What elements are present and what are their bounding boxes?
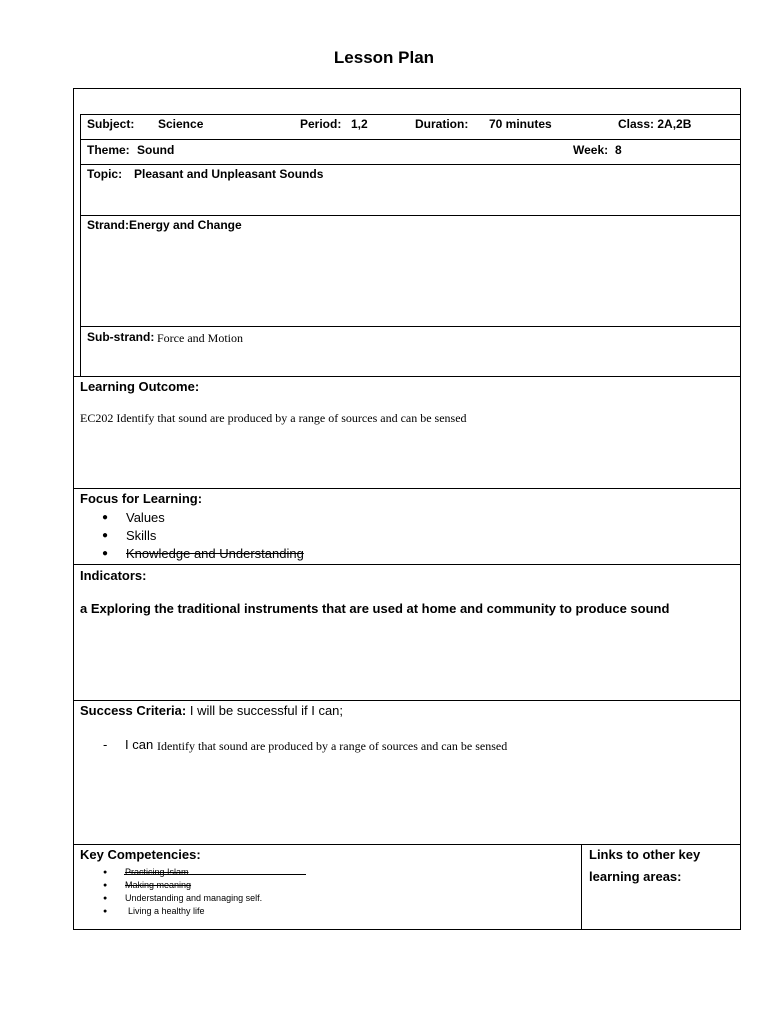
row-divider xyxy=(80,326,741,327)
row-divider xyxy=(80,215,741,216)
inner-left-border xyxy=(80,114,81,376)
success-heading-rest: I will be successful if I can; xyxy=(189,703,344,718)
strand-value: Energy and Change xyxy=(129,218,242,232)
row-divider xyxy=(80,139,741,140)
indicators-heading: Indicators: xyxy=(80,568,147,583)
learning-outcome-text: EC202 Identify that sound are produced by a range of sources and can be sensed xyxy=(80,411,467,425)
success-ican: I can xyxy=(125,737,154,752)
focus-item: ● Knowledge and Understanding xyxy=(102,545,304,563)
focus-item: ● Skills xyxy=(102,527,304,545)
row-divider xyxy=(73,376,741,377)
class-label: Class: 2A,2B xyxy=(618,117,692,131)
week-value: 8 xyxy=(615,143,622,157)
week-label: Week: xyxy=(573,143,609,157)
focus-list xyxy=(102,509,304,563)
substrand-label: Sub-strand: xyxy=(87,330,155,344)
row-divider xyxy=(80,164,741,165)
focus-item: ● Values xyxy=(102,509,304,527)
strand-label: Strand: xyxy=(87,218,129,232)
period-label: Period: xyxy=(300,117,342,131)
subject-value: Science xyxy=(158,117,204,131)
focus-heading: Focus for Learning: xyxy=(80,491,203,506)
period-value: 1,2 xyxy=(351,117,368,131)
topic-value: Pleasant and Unpleasant Sounds xyxy=(134,167,324,181)
competencies-heading: Key Competencies: xyxy=(80,847,201,862)
topic-label: Topic: xyxy=(87,167,123,181)
row-divider xyxy=(80,114,741,115)
indicators-text: a Exploring the traditional instruments that are used at home and community to produce sound xyxy=(80,601,670,616)
theme-value: Sound xyxy=(137,143,175,157)
row-divider xyxy=(73,844,741,845)
subject-label: Subject: xyxy=(87,117,135,131)
competencies-list xyxy=(103,866,262,918)
links-line-1: Links to other key xyxy=(589,847,701,862)
links-divider xyxy=(581,844,582,930)
success-text: Identify that sound are produced by a range of sources and can be sensed xyxy=(157,739,508,753)
row-divider xyxy=(73,564,741,565)
row-divider xyxy=(73,488,741,489)
competency-item: ● Practicing Islam xyxy=(103,866,262,879)
theme-label: Theme: xyxy=(87,143,130,157)
success-heading: Success Criteria: xyxy=(80,703,187,718)
learning-outcome-heading: Learning Outcome: xyxy=(80,379,200,394)
row-divider xyxy=(73,700,741,701)
substrand-value: Force and Motion xyxy=(157,331,243,345)
duration-label: Duration: xyxy=(415,117,469,131)
competency-item: ● Making meaning xyxy=(103,879,262,892)
competency-item: ● Understanding and managing self. xyxy=(103,892,262,905)
success-heading-line xyxy=(80,703,343,718)
success-dash: - xyxy=(103,737,108,752)
page-title: Lesson Plan xyxy=(333,48,435,67)
duration-value: 70 minutes xyxy=(489,117,552,131)
competency-item: ● Living a healthy life xyxy=(103,905,262,918)
links-line-2: learning areas: xyxy=(589,869,682,884)
